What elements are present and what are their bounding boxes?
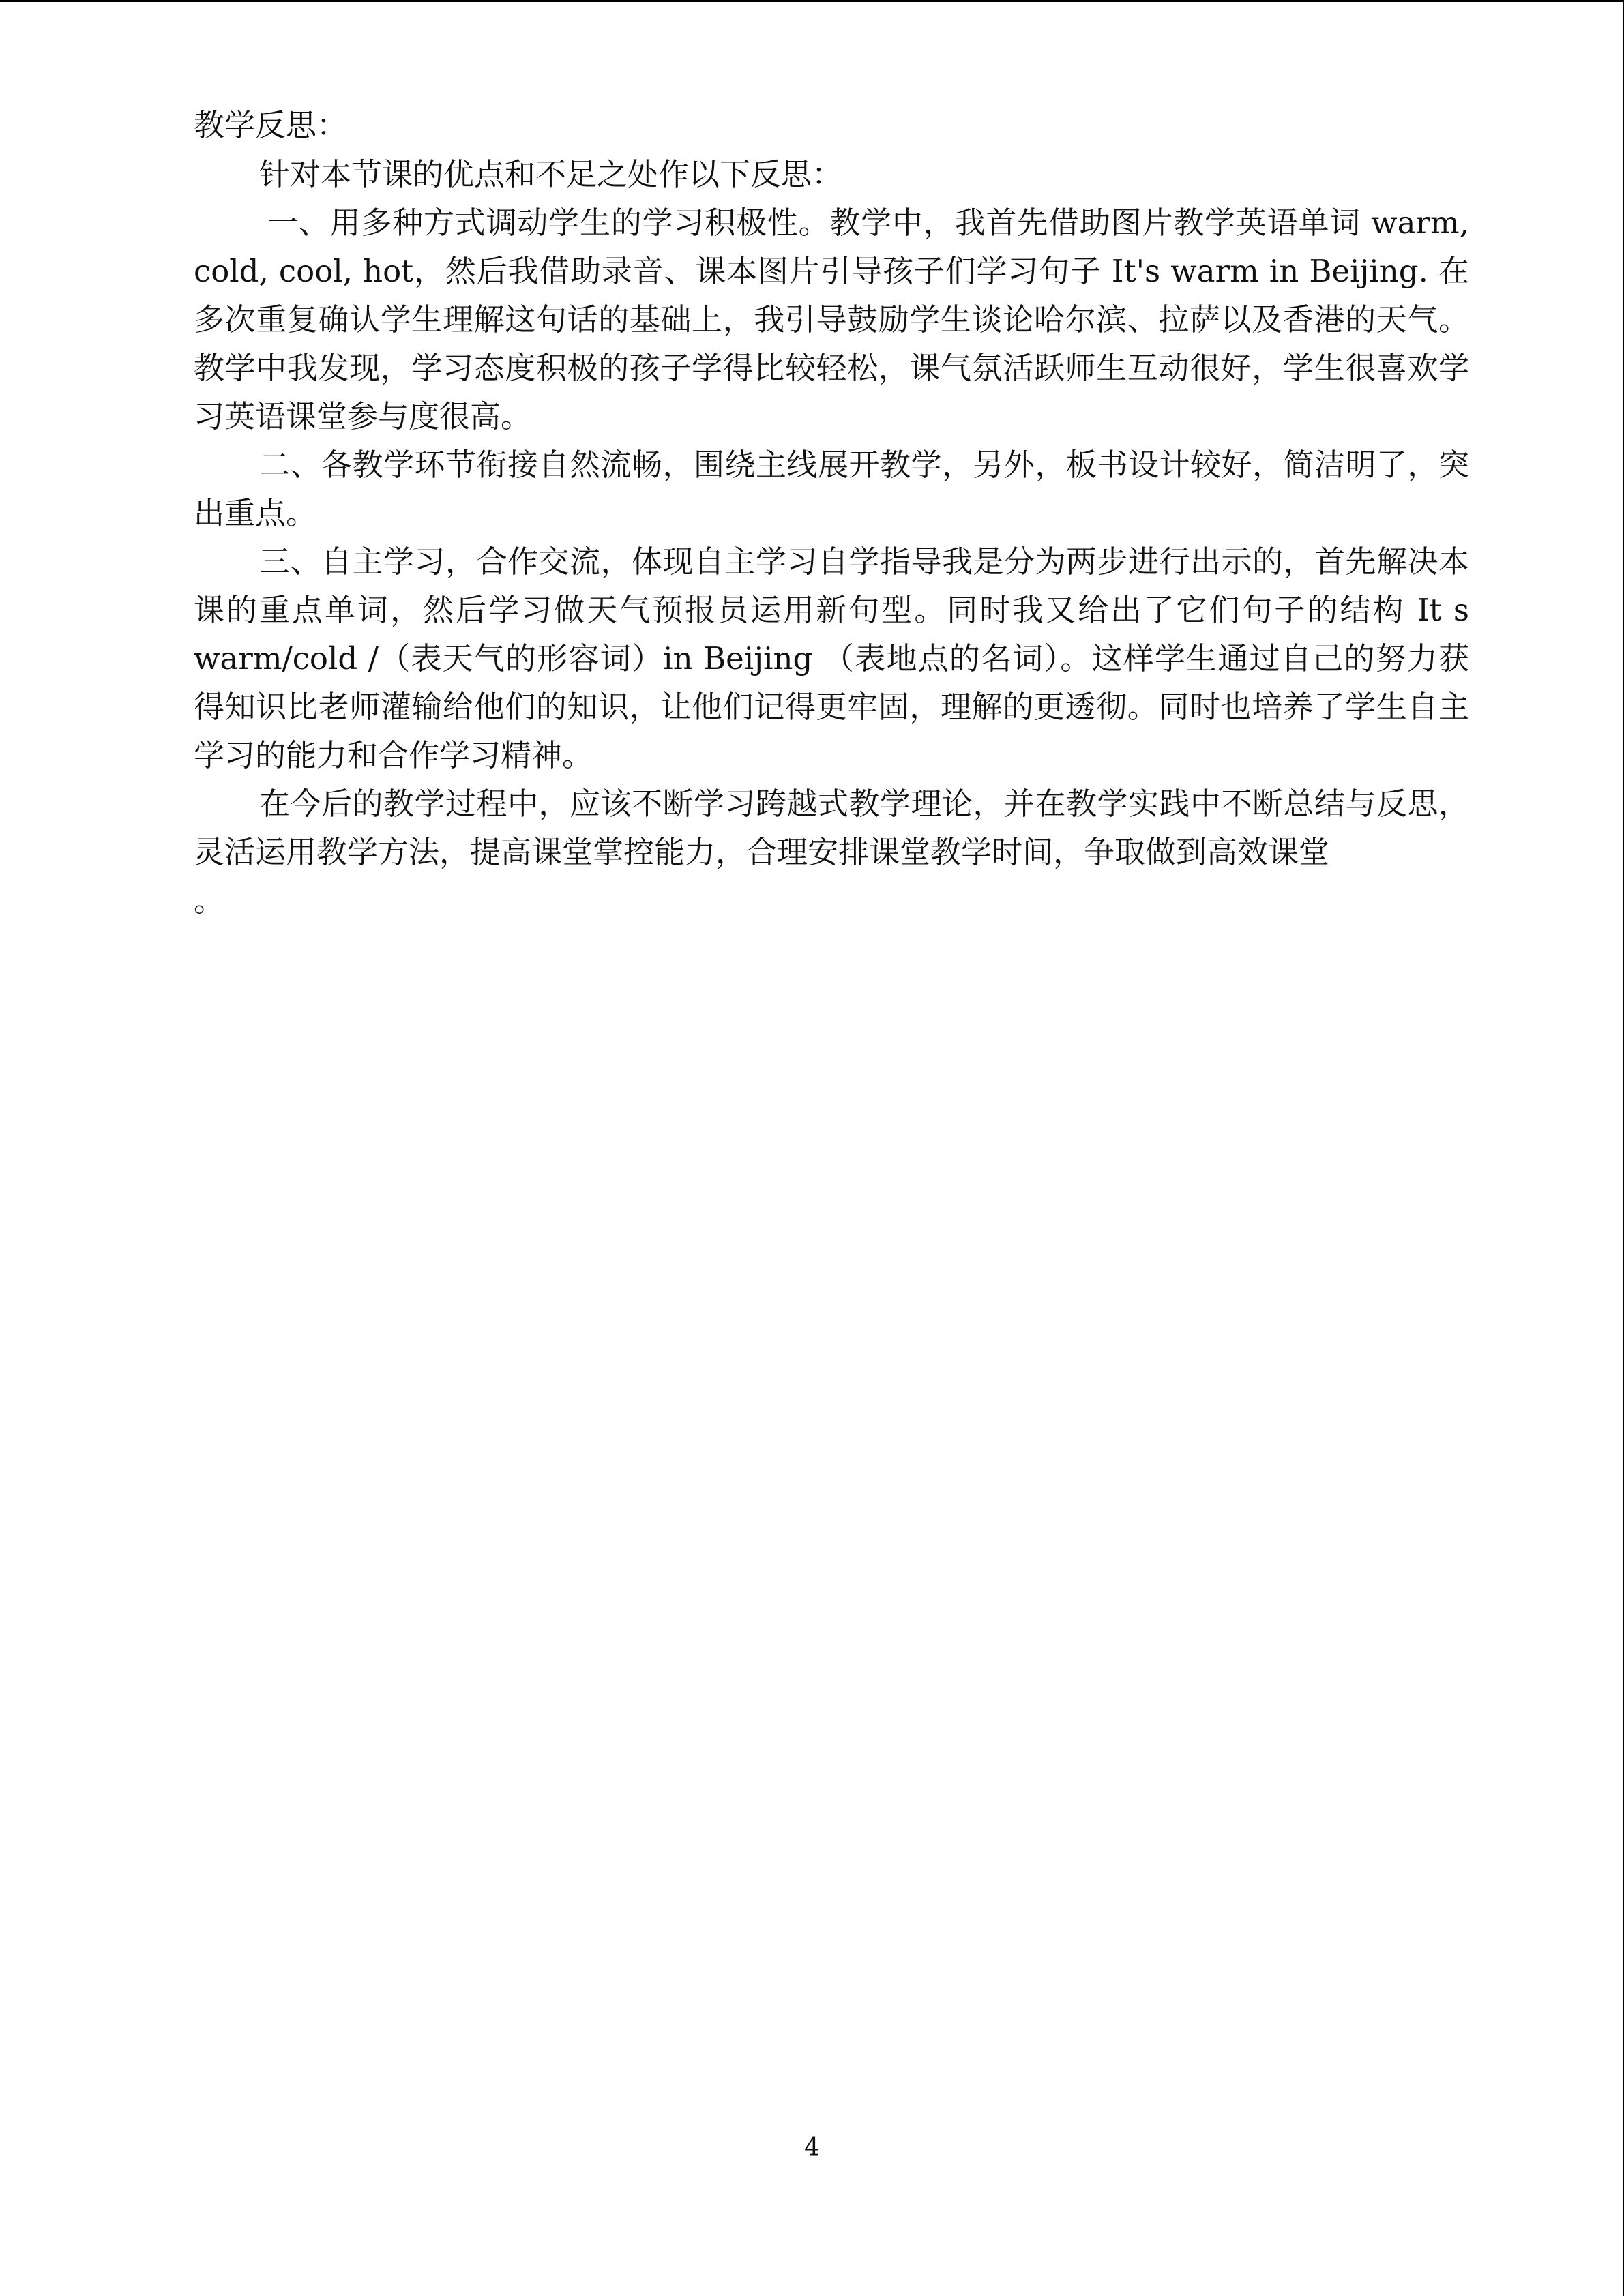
paragraph-intro: 针对本节课的优点和不足之处作以下反思： xyxy=(259,156,843,192)
page-top-border xyxy=(0,0,1624,2)
paragraph-point-one: 一、用多种方式调动学生的学习积极性。教学中，我首先借助图片教学英语单词 warm, cold, cool, hot，然后我借助录音、课本图片引导孩子们学习句子 It's warm in Beijing. 在多次重复确认学生理解这句话的基础上，我引导鼓励学生谈论哈尔滨、拉萨以及香港的天气。教学中我发现，学习态度积极的孩子学得比较轻松，课气氛活跃师生互动很好，学生很喜欢学习英语课堂参与度很高。 xyxy=(194,205,1469,434)
section-heading: 教学反思： xyxy=(194,107,348,143)
paragraph-point-two: 二、各教学环节衔接自然流畅，围绕主线展开教学，另外，板书设计较好，简洁明了，突出重点。 xyxy=(194,447,1469,531)
paragraph-conclusion: 在今后的教学过程中，应该不断学习跨越式教学理论，并在教学实践中不断总结与反思，灵活运用教学方法，提高课堂掌控能力，合理安排课堂教学时间，争取做到高效课堂 xyxy=(194,786,1469,870)
paragraph-point-three: 三、自主学习，合作交流，体现自主学习自学指导我是分为两步进行出示的，首先解决本课的重点单词，然后学习做天气预报员运用新句型。同时我又给出了它们句子的结构 It s warm/cold /（表天气的形容词）in Beijing （表地点的名词）。这样学生通过自己的努力获得知识比老师灌输给他们的知识，让他们记得更牢固，理解的更透彻。同时也培养了学生自主学习的能力和合作学习精神。 xyxy=(194,543,1469,773)
document-body xyxy=(194,101,1469,925)
page-number: 4 xyxy=(804,2134,820,2162)
paragraph-conclusion-end-mark: 。 xyxy=(194,882,225,919)
